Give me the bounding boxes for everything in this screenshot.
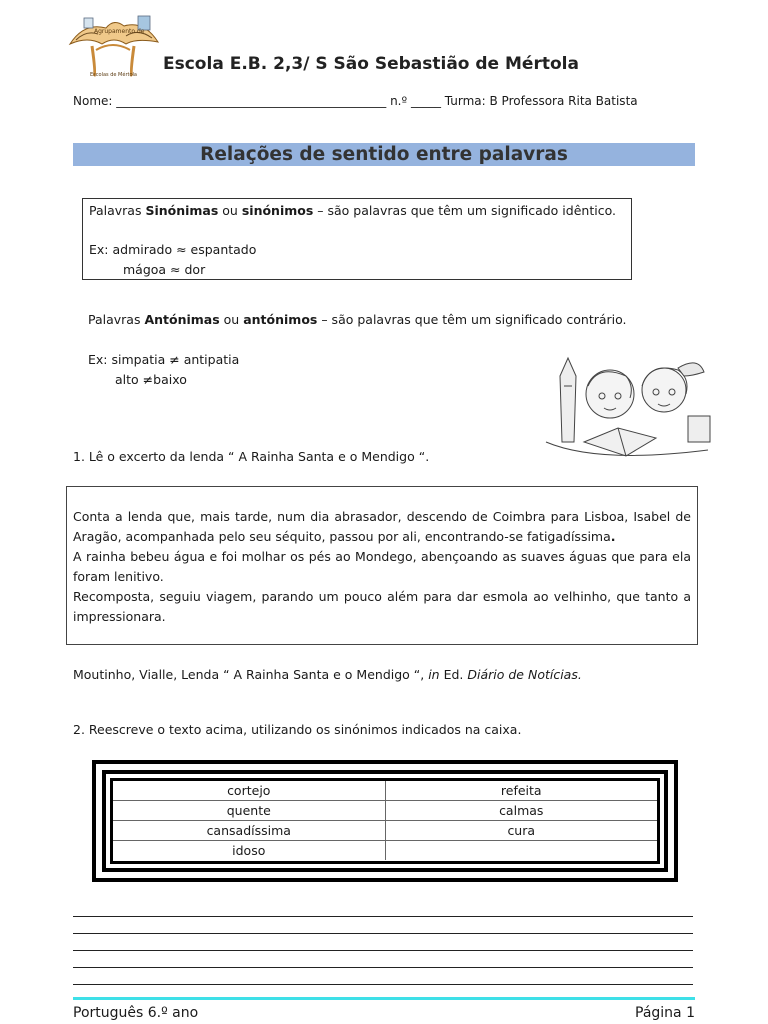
answer-lines[interactable]	[73, 900, 693, 985]
answer-line	[73, 917, 693, 934]
synonyms-example-1: Ex: admirado ≈ espantado	[89, 242, 257, 257]
synonyms-table	[113, 781, 657, 860]
synonyms-table-row	[113, 781, 657, 801]
answer-line	[73, 951, 693, 968]
excerpt-text	[73, 507, 691, 627]
synonyms-table-cell: cortejo	[113, 781, 385, 801]
answer-line	[73, 968, 693, 985]
synonyms-definition: Palavras Sinónimas ou sinónimos – são palavras que têm um significado idêntico.	[89, 203, 616, 218]
school-name: Escola E.B. 2,3/ S São Sebastião de Mértola	[163, 54, 579, 74]
excerpt-box	[66, 486, 698, 645]
excerpt-paragraph-1: Conta a lenda que, mais tarde, num dia abrasador, descendo de Coimbra para Lisboa, Isabel de Aragão, acompanhada pelo seu séquito, passou por ali, encontrando-se fatigadíssima.	[73, 509, 691, 544]
synonyms-table-cell: quente	[113, 801, 385, 821]
synonyms-definition-box	[82, 198, 632, 280]
synonyms-example-2: mágoa ≈ dor	[123, 262, 206, 277]
antonyms-example-2: alto ≠baixo	[115, 372, 187, 387]
question-2: 2. Reescreve o texto acima, utilizando os sinónimos indicados na caixa.	[73, 722, 522, 737]
excerpt-paragraph-3: Recomposta, seguiu viagem, parando um pouco além para dar esmola ao velhinho, que tanto a impressionara.	[73, 589, 691, 624]
footer-subject: Português 6.º ano	[73, 1005, 199, 1021]
logo-text-top: Agrupamento de	[94, 28, 145, 35]
antonyms-definition: Palavras Antónimas ou antónimos – são palavras que têm um significado contrário.	[88, 312, 627, 327]
synonyms-table-cell: cura	[385, 821, 657, 841]
footer-page-number: Página 1	[635, 1005, 695, 1021]
excerpt-paragraph-2: A rainha bebeu água e foi molhar os pés ao Mondego, abençoando as suaves águas que para ela foram lenitivo.	[73, 549, 691, 584]
synonyms-table-row	[113, 841, 657, 861]
school-logo	[66, 14, 162, 82]
footer-rule	[73, 997, 695, 1000]
synonyms-table-cell	[385, 841, 657, 861]
title-bar	[73, 143, 695, 166]
synonyms-table-cell: cansadíssima	[113, 821, 385, 841]
answer-line	[73, 900, 693, 917]
page-title: Relações de sentido entre palavras	[200, 144, 568, 165]
synonyms-table-cell: idoso	[113, 841, 385, 861]
student-info-line: Nome: _____________________________________________ n.º _____ Turma: B Professora Rita Batista	[73, 94, 638, 108]
logo-text-bottom: Escolas de Mértola	[90, 72, 137, 78]
synonyms-table-cell: refeita	[385, 781, 657, 801]
antonyms-example-1: Ex: simpatia ≠ antipatia	[88, 352, 240, 367]
children-reading-illustration	[538, 346, 714, 464]
answer-line	[73, 934, 693, 951]
synonyms-table-row	[113, 801, 657, 821]
synonyms-table-cell: calmas	[385, 801, 657, 821]
synonyms-table-frame	[92, 760, 678, 882]
synonyms-table-row	[113, 821, 657, 841]
citation: Moutinho, Vialle, Lenda “ A Rainha Santa e o Mendigo “, in Ed. Diário de Notícias.	[73, 667, 582, 682]
question-1: 1. Lê o excerto da lenda “ A Rainha Santa e o Mendigo “.	[73, 449, 430, 464]
